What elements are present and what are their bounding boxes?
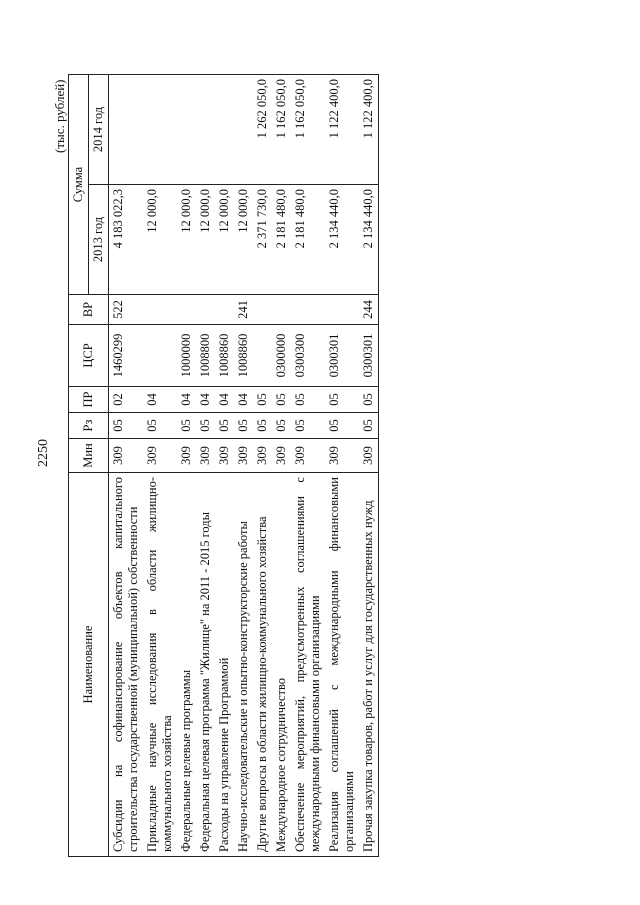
row-vr: [196, 295, 215, 325]
row-sum-2014: [215, 75, 234, 185]
header-pr: ПР: [69, 387, 109, 413]
row-csr: 1008860: [215, 325, 234, 387]
row-rz: 05: [291, 413, 325, 439]
table-row: [143, 75, 177, 857]
row-name: Реализация соглашений с международными финансовыми организациями: [325, 473, 359, 857]
row-pr: 04: [196, 387, 215, 413]
row-csr: 1008860: [234, 325, 253, 387]
row-pr: 05: [359, 387, 379, 413]
row-sum-2014: 1 162 050,0: [291, 75, 325, 185]
row-min: 309: [143, 439, 177, 473]
row-sum-2014: [177, 75, 196, 185]
row-pr: 05: [291, 387, 325, 413]
row-pr: 04: [143, 387, 177, 413]
header-sum: Сумма: [69, 75, 89, 295]
row-min: 309: [177, 439, 196, 473]
row-rz: 05: [325, 413, 359, 439]
table-row: [272, 75, 291, 857]
table-row: [196, 75, 215, 857]
row-rz: 05: [234, 413, 253, 439]
header-min: Мин: [69, 439, 109, 473]
row-min: 309: [325, 439, 359, 473]
row-name: Федеральная целевая программа "Жилище" на 2011 - 2015 годы: [196, 473, 215, 857]
table-row: [234, 75, 253, 857]
row-name: Прикладные научные исследования в области жилищно-коммунального хозяйства: [143, 473, 177, 857]
row-min: 309: [109, 439, 144, 473]
row-vr: 522: [109, 295, 144, 325]
row-vr: [143, 295, 177, 325]
row-csr: 0300300: [291, 325, 325, 387]
header-name: Наименование: [69, 473, 109, 857]
row-sum-2014: 1 122 400,0: [359, 75, 379, 185]
row-name: Расходы на управление Программой: [215, 473, 234, 857]
row-sum-2014: 1 162 050,0: [272, 75, 291, 185]
table-row: [325, 75, 359, 857]
row-rz: 05: [177, 413, 196, 439]
row-sum-2013: 2 371 730,0: [253, 185, 272, 295]
row-min: 309: [215, 439, 234, 473]
row-name: Международное сотрудничество: [272, 473, 291, 857]
table-row: [177, 75, 196, 857]
row-rz: 05: [143, 413, 177, 439]
row-sum-2013: 12 000,0: [143, 185, 177, 295]
row-pr: 05: [272, 387, 291, 413]
header-year-2013: 2013 год: [89, 185, 109, 295]
row-sum-2013: 2 134 440,0: [359, 185, 379, 295]
row-name: Обеспечение мероприятий, предусмотренных соглашениями с международными финансовыми организациями: [291, 473, 325, 857]
row-min: 309: [234, 439, 253, 473]
row-rz: 05: [272, 413, 291, 439]
row-min: 309: [272, 439, 291, 473]
row-sum-2014: 1 262 050,0: [253, 75, 272, 185]
row-vr: [253, 295, 272, 325]
row-sum-2014: [234, 75, 253, 185]
row-csr: [143, 325, 177, 387]
table-body: [109, 75, 379, 857]
row-rz: 05: [196, 413, 215, 439]
row-csr: 0300301: [359, 325, 379, 387]
row-min: 309: [196, 439, 215, 473]
row-csr: [253, 325, 272, 387]
budget-table: [68, 74, 379, 857]
row-csr: 1460299: [109, 325, 144, 387]
header-vr: ВР: [69, 295, 109, 325]
row-csr: 0300301: [325, 325, 359, 387]
row-vr: [215, 295, 234, 325]
row-sum-2014: [109, 75, 144, 185]
row-vr: [325, 295, 359, 325]
header-year-2014: 2014 год: [89, 75, 109, 185]
row-vr: 244: [359, 295, 379, 325]
row-csr: 1000000: [177, 325, 196, 387]
table-row: [109, 75, 144, 857]
row-rz: 05: [109, 413, 144, 439]
row-rz: 05: [253, 413, 272, 439]
row-sum-2014: [143, 75, 177, 185]
row-sum-2013: 2 134 440,0: [325, 185, 359, 295]
row-csr: 0300000: [272, 325, 291, 387]
row-csr: 1008800: [196, 325, 215, 387]
row-sum-2013: 12 000,0: [215, 185, 234, 295]
table-row: [359, 75, 379, 857]
row-vr: 241: [234, 295, 253, 325]
row-rz: 05: [215, 413, 234, 439]
row-sum-2014: [196, 75, 215, 185]
row-sum-2013: 12 000,0: [177, 185, 196, 295]
row-sum-2013: 2 181 480,0: [272, 185, 291, 295]
row-sum-2014: 1 122 400,0: [325, 75, 359, 185]
row-min: 309: [291, 439, 325, 473]
header-rz: Рз: [69, 413, 109, 439]
row-sum-2013: 4 183 022,3: [109, 185, 144, 295]
table-header: [69, 75, 109, 857]
row-vr: [291, 295, 325, 325]
row-sum-2013: 12 000,0: [196, 185, 215, 295]
row-name: Научно-исследовательские и опытно-конструкторские работы: [234, 473, 253, 857]
row-pr: 05: [325, 387, 359, 413]
row-vr: [177, 295, 196, 325]
row-min: 309: [359, 439, 379, 473]
row-sum-2013: 2 181 480,0: [291, 185, 325, 295]
row-sum-2013: 12 000,0: [234, 185, 253, 295]
row-name: Другие вопросы в области жилищно-коммунального хозяйства: [253, 473, 272, 857]
row-pr: 05: [253, 387, 272, 413]
units-note: (тыс. рублей): [52, 79, 67, 153]
row-pr: 04: [177, 387, 196, 413]
page-number: 2250: [36, 439, 51, 467]
row-vr: [272, 295, 291, 325]
row-pr: 02: [109, 387, 144, 413]
row-name: Федеральные целевые программы: [177, 473, 196, 857]
table-row: [291, 75, 325, 857]
table-row: [215, 75, 234, 857]
row-rz: 05: [359, 413, 379, 439]
row-min: 309: [253, 439, 272, 473]
header-csr: ЦСР: [69, 325, 109, 387]
table-row: [253, 75, 272, 857]
row-name: Субсидии на софинансирование объектов капитального строительства государственной (муниципальной) собственности: [109, 473, 144, 857]
row-pr: 04: [215, 387, 234, 413]
row-pr: 04: [234, 387, 253, 413]
row-name: Прочая закупка товаров, работ и услуг для государственных нужд: [359, 473, 379, 857]
